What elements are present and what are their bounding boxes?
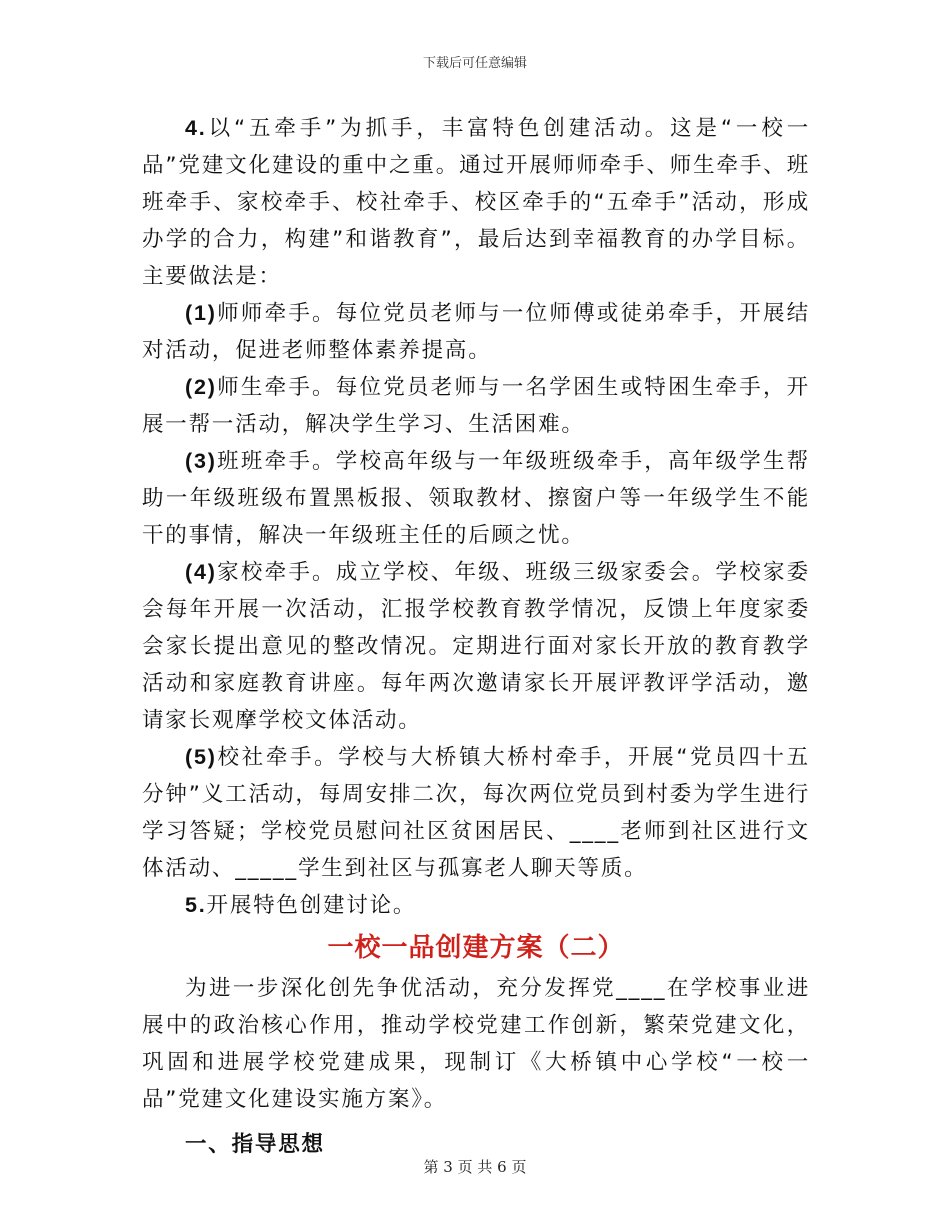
section-number: 5.: [185, 893, 207, 917]
list-item-1: [142, 295, 810, 369]
item-number: (3): [185, 449, 217, 473]
document-body: [142, 110, 810, 1163]
item-number: (1): [185, 301, 217, 325]
paragraph-text: 开展特色创建讨论。: [206, 893, 417, 918]
list-item-5: [142, 739, 810, 887]
item-number: (2): [185, 375, 217, 399]
list-item-3: [142, 443, 810, 554]
item-text: 校社牵手。学校与大桥镇大桥村牵手，开展“党员四十五分钟”义工活动，每周安排二次，每次两位党员到村委为学生进行学习答疑；学校党员慰问社区贫困居民、____老师到社区进行文体活动、_____学生到社区与孤寡老人聊天等质。: [142, 745, 810, 881]
item-number: (4): [185, 560, 217, 584]
list-item-4: [142, 554, 810, 739]
paragraph-section-4: [142, 110, 810, 295]
item-number: (5): [185, 745, 217, 769]
paragraph-text: 以“五牵手”为抓手，丰富特色创建活动。这是“一校一品”党建文化建设的重中之重。通过开展师师牵手、师生牵手、班班牵手、家校牵手、校社牵手、校区牵手的“五牵手”活动，形成办学的合力，构建”和谐教育”，最后达到幸福教育的办学目标。主要做法是：: [142, 116, 810, 289]
item-text: 师师牵手。每位党员老师与一位师傅或徒弟牵手，开展结对活动，促进老师整体素养提高。: [142, 301, 810, 363]
list-item-2: [142, 369, 810, 443]
section-number: 4.: [185, 116, 207, 140]
page-header: 下载后可任意编辑: [422, 56, 527, 71]
item-text: 班班牵手。学校高年级与一年级班级牵手，高年级学生帮助一年级班级布置黑板报、领取教材、擦窗户等一年级学生不能干的事情，解决一年级班主任的后顾之忧。: [142, 449, 810, 548]
intro-paragraph: 为进一步深化创先争优活动，充分发挥党____在学校事业进展中的政治核心作用，推动学校党建工作创新，繁荣党建文化，巩固和进展学校党建成果，现制订《大桥镇中心学校“一校一品”党建文化建设实施方案》。: [142, 976, 810, 1112]
heading-guiding-ideology: 一、指导思想: [185, 1132, 325, 1157]
item-text: 师生牵手。每位党员老师与一名学困生或特困生牵手，开展一帮一活动，解决学生学习、生活困难。: [142, 375, 810, 437]
section-title: 一校一品创建方案（二）: [327, 933, 625, 963]
item-text: 家校牵手。成立学校、年级、班级三级家委会。学校家委会每年开展一次活动，汇报学校教育教学情况，反馈上年度家委会家长提出意见的整改情况。定期进行面对家长开放的教育教学活动和家庭教育讲座。每年两次邀请家长开展评教评学活动，邀请家长观摩学校文体活动。: [142, 560, 810, 733]
paragraph-section-5: [142, 887, 810, 924]
page-number: 第 3 页 共 6 页: [423, 1158, 527, 1176]
